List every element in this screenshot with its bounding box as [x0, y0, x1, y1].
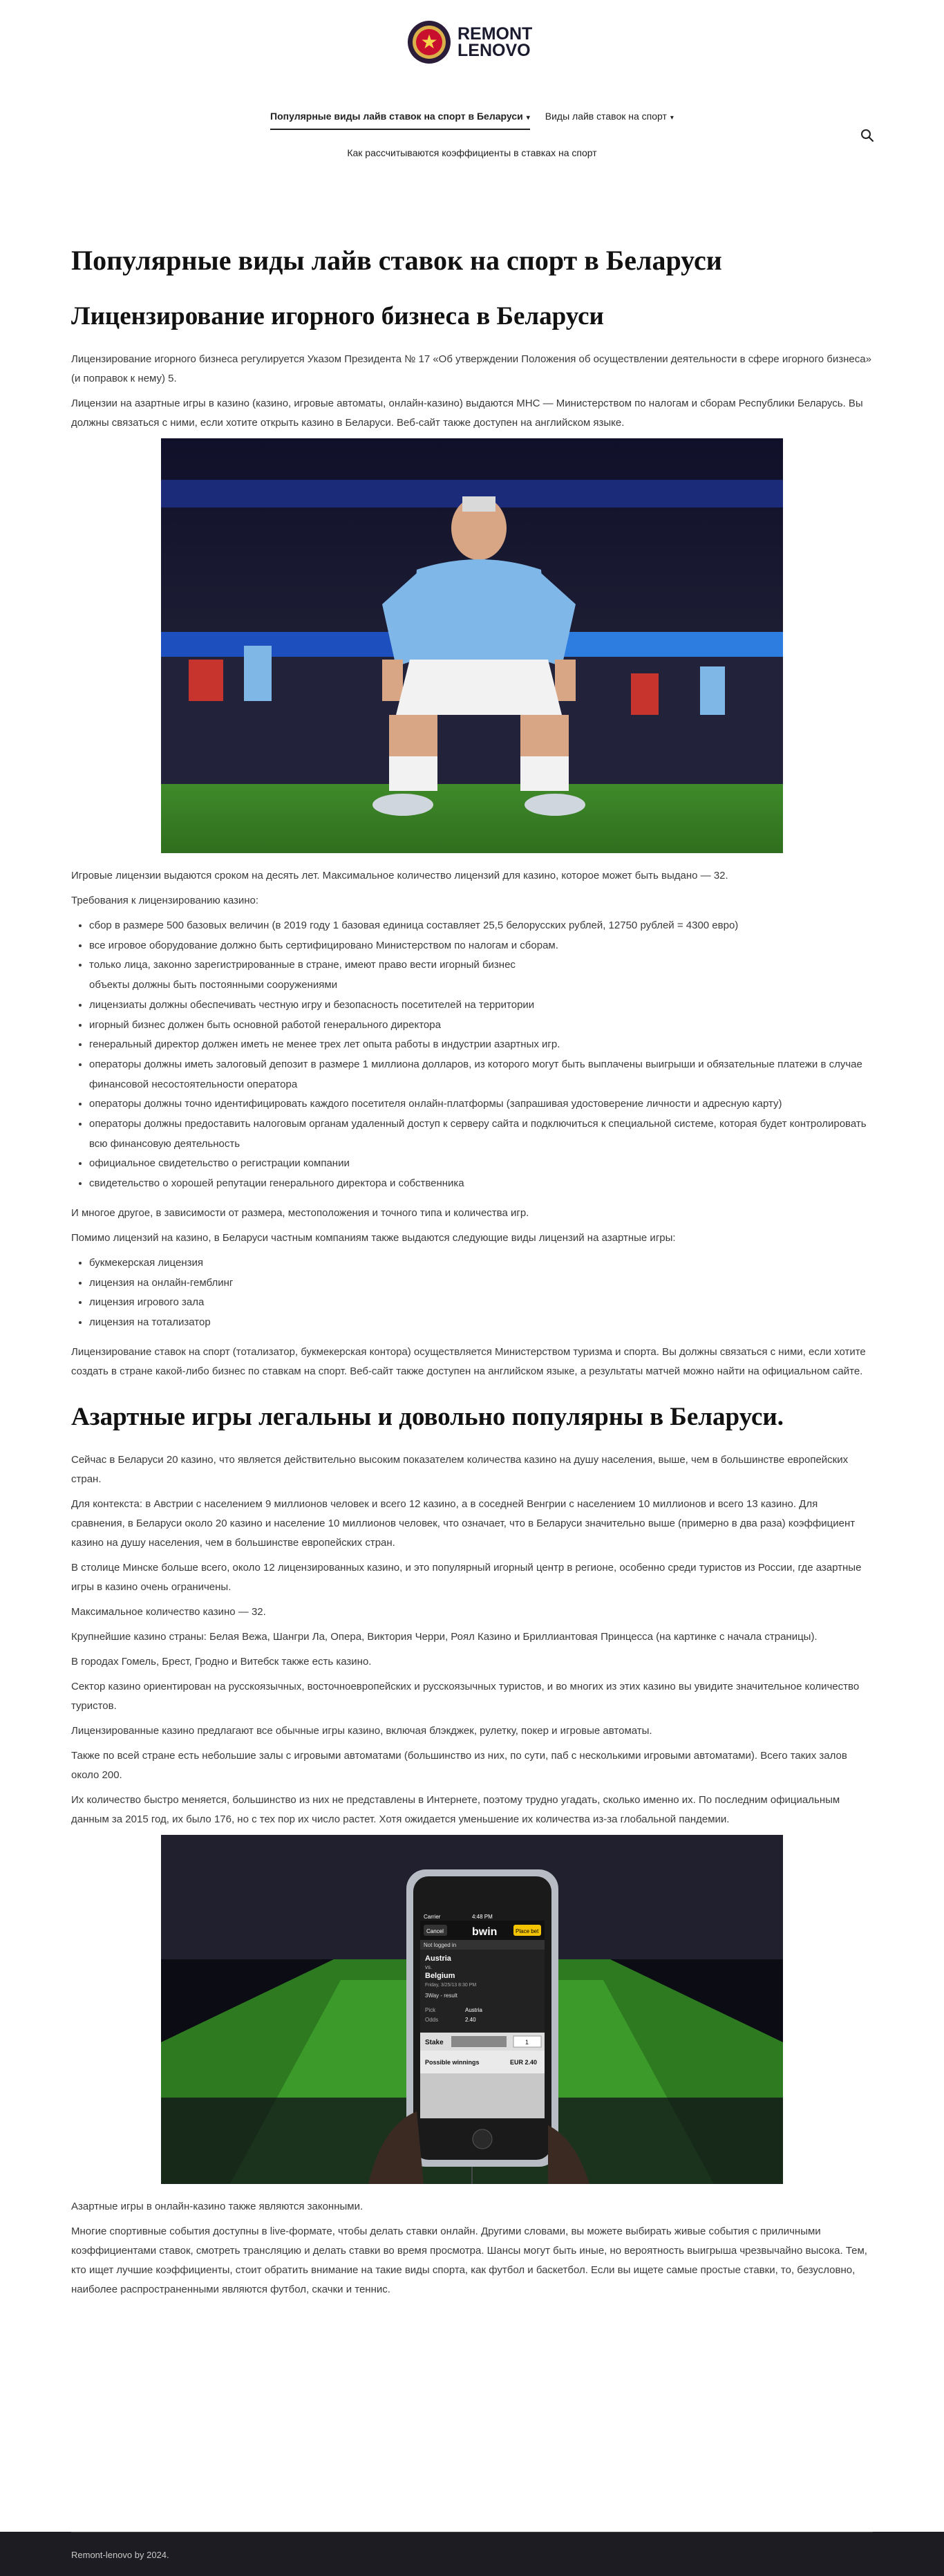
list-item: • лицензия на онлайн-гемблинг [89, 1273, 873, 1294]
requirements-list [71, 916, 873, 1194]
paragraph: В городах Гомель, Брест, Гродно и Витебск также есть казино. [71, 1655, 372, 1668]
logo-badge-icon [408, 21, 451, 64]
footer-copyright: Remont-lenovo by 2024. [71, 2550, 169, 2560]
phone-odds-value: 2.40 [465, 2016, 476, 2023]
list-item: • лицензиаты должны обеспечивать честную игру и безопасность посетителей на территории [89, 996, 873, 1016]
football-player-photo [161, 438, 783, 857]
paragraph: Сектор казино ориентирован на русскоязычных, восточноевропейских и русскоязычных туристов, и во многих из этих казино вы увидите значительное количество туристов. [71, 1680, 860, 1712]
list-item: • операторы должны предоставить налоговым органам удаленный доступ к серверу сайта и подключиться к специальной системе, которая будет контролировать всю финансовую деятельность [89, 1114, 873, 1154]
phone-place-bet-button[interactable]: Place bet [516, 1928, 539, 1934]
chevron-down-icon: ▾ [526, 114, 530, 122]
paragraph: Лицензии на азартные игры в казино (казино, игровые автоматы, онлайн-казино) выдаются МНС — Министерством по налогам и сборам Республики Беларусь. Вы должны связаться с ними, если хотите открыть казино в Беларуси. Веб-сайт также доступен на английском языке. [71, 398, 863, 429]
list-item: • только лица, законно зарегистрированные в стране, имеют право вести игорный бизнес объекты должны быть постоянными сооружениями [89, 955, 873, 995]
section-heading-legal: Азартные игры легальны и довольно популярны в Беларуси. [71, 1402, 784, 1431]
search-icon[interactable] [860, 129, 874, 142]
list-item: • все игровое оборудование должно быть сертифицировано Министерством по налогам и сборам. [89, 936, 873, 956]
phone-odds-label: Odds [425, 2016, 439, 2023]
page-title: Популярные виды лайв ставок на спорт в Беларуси [71, 245, 722, 276]
phone-betting-photo [161, 1835, 783, 2187]
paragraph: Их количество быстро меняется, большинство из них не представлены в Интернете, поэтому трудно угадать, сколько именно их. По последним официальным данным за 2015 год, их было 176, но с тех пор их число растет. Хотя ожидается уменьшение их количества из-за глобальной пандемии. [71, 1793, 840, 1825]
chevron-down-icon: ▾ [670, 114, 674, 122]
list-item: • букмекерская лицензия [89, 1253, 873, 1273]
list-item: • лицензия на тотализатор [89, 1313, 873, 1333]
list-item: • игорный бизнес должен быть основной работой генерального директора [89, 1016, 873, 1036]
phone-stake-value[interactable]: 1 [525, 2038, 529, 2046]
phone-brand: bwin [472, 1925, 498, 1938]
list-item: • сбор в размере 500 базовых величин (в 2019 году 1 базовая единица составляет 25,5 белорусских рублей, 12750 рублей = 4300 евро) [89, 916, 873, 936]
phone-team-2: Belgium [425, 1971, 455, 1980]
list-item: • свидетельство о хорошей репутации генерального директора и собственника [89, 1174, 873, 1194]
site-footer [0, 2532, 944, 2576]
logo-text [457, 26, 532, 59]
nav-item-odds-calculation[interactable]: Как рассчитываются коэффициенты в ставках на спорт [347, 147, 597, 158]
paragraph: Крупнейшие казино страны: Белая Вежа, Шангри Ла, Опера, Виктория Черри, Роял Казино и Бриллиантовая Принцесса (на картинке с начала страницы). [71, 1630, 818, 1643]
paragraph: И многое другое, в зависимости от размера, местоположения и точного типа и количества игр. [71, 1206, 529, 1219]
phone-cancel-button[interactable]: Cancel [426, 1928, 444, 1934]
phone-winnings-value: EUR 2.40 [510, 2058, 538, 2066]
star-icon: ★ [416, 29, 442, 55]
paragraph: В столице Минске больше всего, около 12 лицензированных казино, и это популярный игорный центр в регионе, особенно среди туристов из России, где азартные игры в казино очень ограничены. [71, 1561, 862, 1593]
list-item: • лицензия игрового зала [89, 1293, 873, 1313]
main-nav [0, 111, 944, 130]
logo-line-1: REMONT [457, 24, 533, 44]
nav-item-popular-live-bets[interactable] [270, 111, 530, 130]
phone-pick-label: Pick [425, 2006, 436, 2013]
list-item: • генеральный директор должен иметь не менее трех лет опыта работы в индустрии азартных игр. [89, 1035, 873, 1055]
paragraph: Лицензирование ставок на спорт (тотализатор, букмекерская контора) осуществляется Министерством туризма и спорта. Вы должны связаться с ними, если хотите создать в стране какой-либо бизнес по ставкам на спорт. Веб-сайт также доступен на английском языке, а результаты матчей можно найти на официальном сайте. [71, 1345, 866, 1377]
paragraph: Лицензированные казино предлагают все обычные игры казино, включая блэкджек, рулетку, покер и игровые автоматы. [71, 1724, 652, 1737]
paragraph: Также по всей стране есть небольшие залы с игровыми автоматами (большинство из них, по сути, паб с несколькими игровыми автоматами). Всего таких залов около 200. [71, 1749, 847, 1781]
phone-pick-value: Austria [465, 2006, 482, 2013]
paragraph: Максимальное количество казино — 32. [71, 1605, 266, 1618]
nav-item-label: Популярные виды лайв ставок на спорт в Беларуси [270, 111, 523, 122]
paragraph: Игровые лицензии выдаются сроком на десять лет. Максимальное количество лицензий для казино, которое может быть выдано — 32. [71, 870, 728, 881]
phone-winnings-label: Possible winnings [425, 2058, 480, 2066]
paragraph: Сейчас в Беларуси 20 казино, что является действительно высоким показателем количества казино на душу населения, выше, чем в большинстве европейских стран. [71, 1453, 849, 1485]
phone-carrier: Carrier [424, 1913, 441, 1920]
logo-line-2: LENOVO [457, 41, 531, 60]
paragraph: Для контекста: в Австрии с населением 9 миллионов человек и всего 12 казино, а в соседней Венгрии с населением 10 миллионов и всего 13 казино. Для сравнения, в Беларуси около 20 казино и население 10 миллионов человек, что означает, что в Беларуси значительно выше (примерно в два раза) коэффициент казино на душу населения, чем в большинстве европейских стран. [71, 1497, 856, 1549]
paragraph: Помимо лицензий на казино, в Беларуси частным компаниям также выдаются следующие виды лицензий на азартные игры: [71, 1231, 676, 1244]
phone-vs: vs. [425, 1963, 433, 1970]
phone-match-date: Friday, 3/25/13 8:30 PM [425, 1982, 477, 1988]
nav-item-live-bet-types[interactable] [545, 111, 674, 130]
license-types-list [71, 1253, 873, 1333]
list-item: • операторы должны точно идентифицировать каждого посетителя онлайн-платформы (запрашивая удостоверение личности и адресную карту) [89, 1094, 873, 1114]
article [71, 207, 873, 2305]
phone-login-status: Not logged in [424, 1941, 457, 1948]
paragraph: Требования к лицензированию казино: [71, 895, 259, 906]
phone-stake-label: Stake [425, 2038, 444, 2046]
phone-time: 4:48 PM [472, 1913, 493, 1920]
paragraph: Многие спортивные события доступны в live-формате, чтобы делать ставки онлайн. Другими словами, вы можете выбирать живые события с приличными коэффициентами ставок, смотреть трансляцию и делать ставки во время просмотра. Шансы могут быть иные, но вероятность выигрыша чрезвычайно высока. Тем, кто ищет лучшие коэффициенты, стоит обратить внимание на такие виды спорта, как футбол и баскетбол. Если вы ищете самые простые ставки, то, безусловно, наиболее распространенными являются футбол, скачки и теннис. [71, 2225, 867, 2295]
paragraph: Азартные игры в онлайн-казино также являются законными. [71, 2200, 364, 2212]
nav-item-label: Виды лайв ставок на спорт [545, 111, 667, 122]
list-item: • официальное свидетельство о регистрации компании [89, 1154, 873, 1174]
site-logo[interactable] [408, 21, 532, 64]
list-item: • операторы должны иметь залоговый депозит в размере 1 миллиона долларов, из которого могут быть выплачены выигрыши и обязательные платежи в случае финансовой несостоятельности оператора [89, 1055, 873, 1094]
phone-market: 3Way - result [425, 1992, 457, 1999]
phone-team-1: Austria [425, 1954, 451, 1963]
paragraph: Лицензирование игорного бизнеса регулируется Указом Президента № 17 «Об утверждении Положения об осуществлении деятельности в сфере игорного бизнеса» (и поправок к нему) 5. [71, 353, 871, 384]
section-heading-licensing: Лицензирование игорного бизнеса в Беларуси [71, 302, 604, 330]
site-header [0, 0, 944, 207]
